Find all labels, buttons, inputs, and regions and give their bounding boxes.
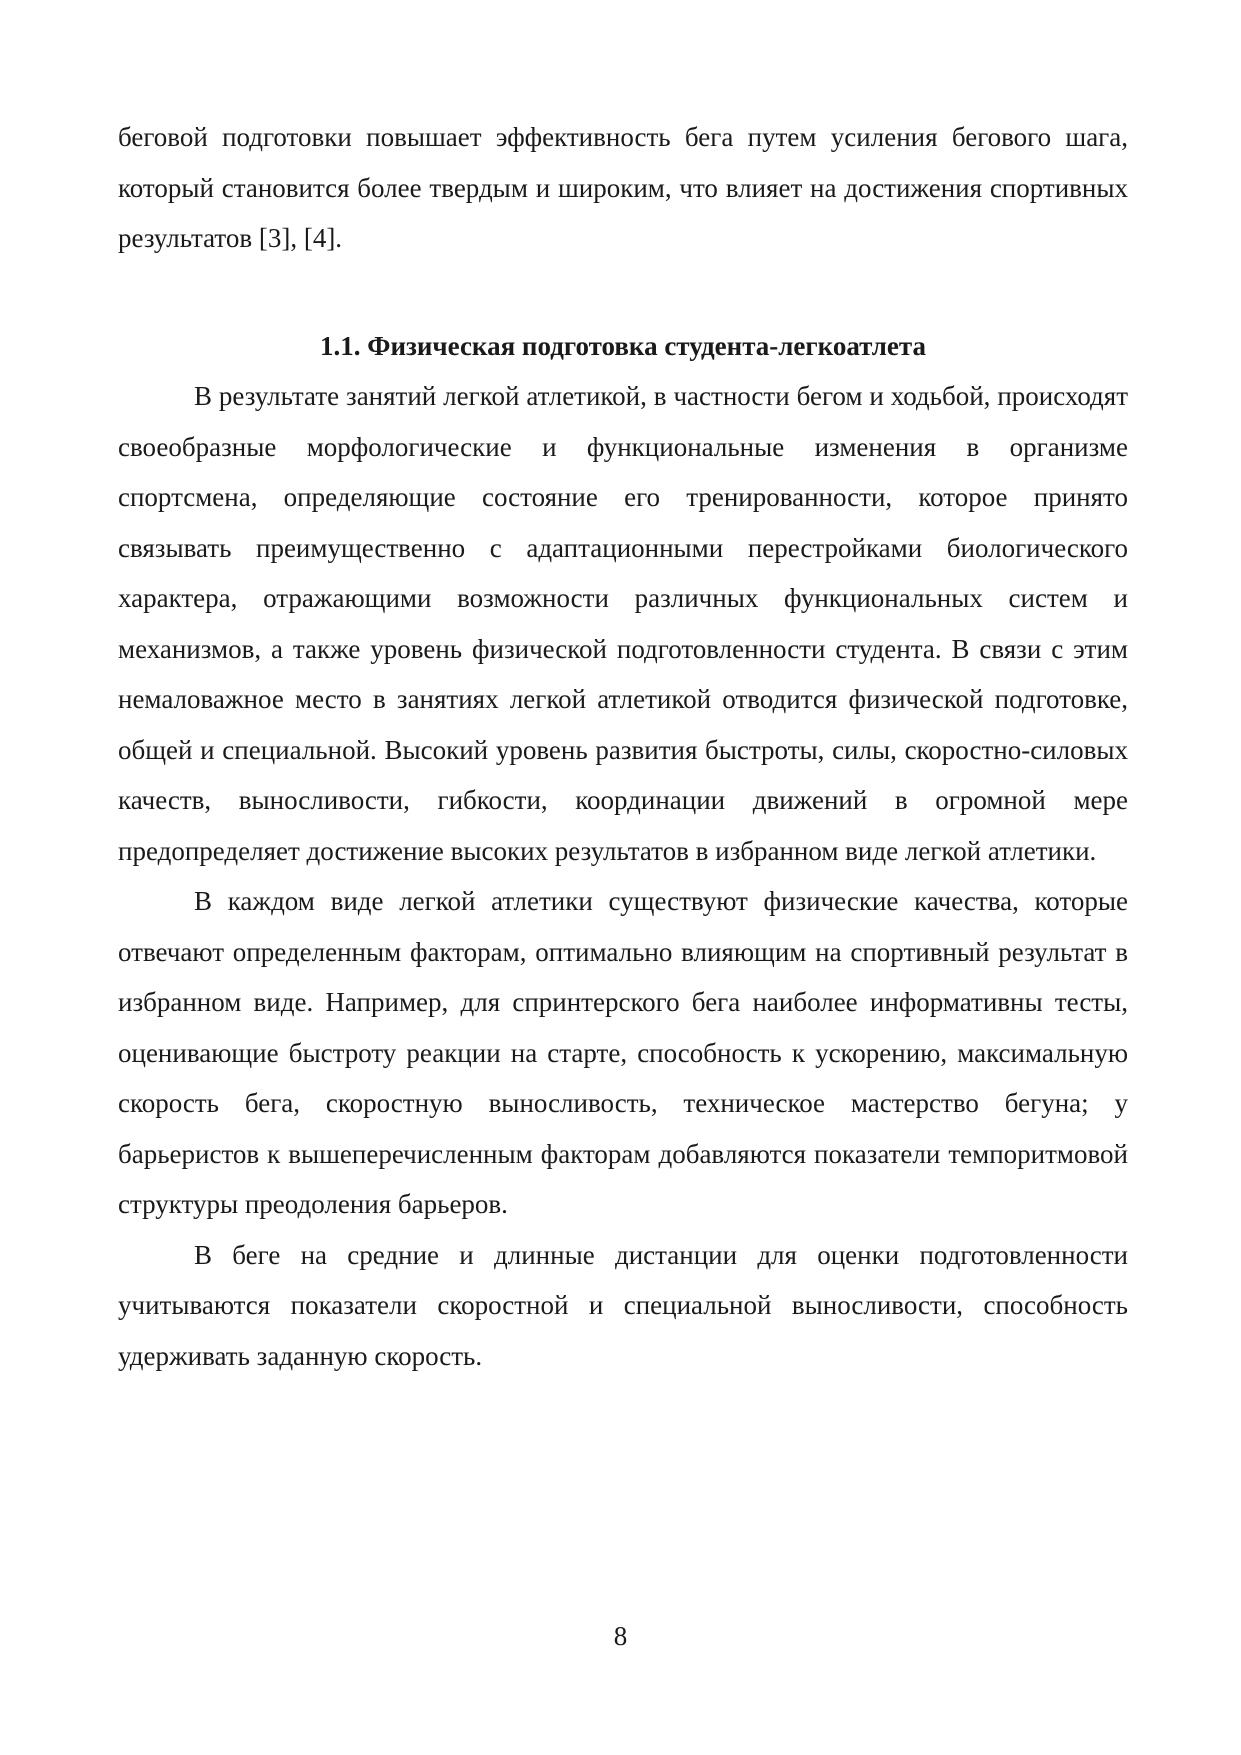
body-paragraph-1: В результате занятий легкой атлетикой, в частности бегом и ходьбой, происходят своеобразные морфологические и функциональные изменения в организме спортсмена, определяющие состояние его тренированности, которое принято связывать преимущественно с адаптационными перестройками биологического характера, отражающими возможности различных функциональных систем и механизмов, а также уровень физической подготовленности студента. В связи с этим немаловажное место в занятиях легкой атлетикой отводится физической подготовке, общей и специальной. Высокий уровень развития быстроты, силы, скоростно-силовых качеств, выносливости, гибкости, координации движений в огромной мере предопределяет достижение высоких результатов в избранном виде легкой атлетики. (118, 381, 1128, 866)
page-number: 8 (613, 1621, 628, 1651)
intro-paragraph: беговой подготовки повышает эффективность бега путем усиления бегового шага, который становится более твердым и широким, что влияет на достижения спортивных результатов [3], [4]. (118, 122, 1128, 253)
body-paragraph-3: В беге на средние и длинные дистанции для оценки подготовленности учитываются показатели скоростной и специальной выносливости, способность удерживать заданную скорость. (118, 1239, 1128, 1371)
section-heading: 1.1. Физическая подготовка студента-легкоатлета (320, 330, 926, 361)
body-paragraph-2: В каждом виде легкой атлетики существуют физические качества, которые отвечают определенным факторам, оптимально влияющим на спортивный результат в избранном виде. Например, для спринтерского бега наиболее информативны тесты, оценивающие быстроту реакции на старте, способность к ускорению, максимальную скорость бега, скоростную выносливость, техническое мастерство бегуна; у барьеристов к вышеперечисленным факторам добавляются показатели темпоритмовой структуры преодоления барьеров. (118, 886, 1128, 1219)
document-page (118, 112, 1128, 1381)
